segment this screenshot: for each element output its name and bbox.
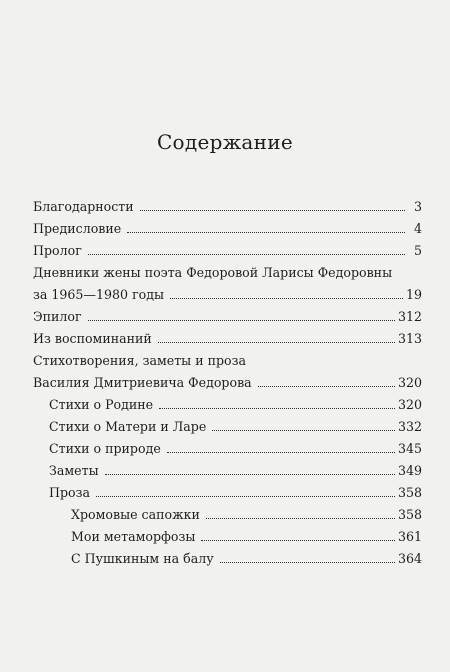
toc-entry-page: 358 xyxy=(397,485,422,500)
toc-entry xyxy=(33,457,422,479)
toc-entry xyxy=(33,479,422,501)
toc-entry xyxy=(33,391,422,413)
toc-entry-title: Благодарности xyxy=(33,199,137,215)
dot-leader xyxy=(158,342,395,343)
dot-leader xyxy=(88,320,395,321)
toc-entry-title: Стихи о Матери и Ларе xyxy=(49,419,209,435)
dot-leader xyxy=(140,210,405,211)
toc-entry-page: 364 xyxy=(397,551,422,566)
dot-leader xyxy=(88,254,405,255)
toc-entry-title: Пролог xyxy=(33,243,85,259)
dot-leader xyxy=(96,496,395,497)
toc-entry-page: 4 xyxy=(413,221,422,236)
toc-entry-page: 345 xyxy=(397,441,422,456)
toc-entry-title: Предисловие xyxy=(33,221,124,237)
dot-leader xyxy=(105,474,395,475)
toc-entry-title: Эпилог xyxy=(33,309,85,325)
toc-entry-title: С Пушкиным на балу xyxy=(71,551,217,567)
toc-entry-title: Стихотворения, заметы и проза xyxy=(33,353,249,369)
toc-entry xyxy=(33,523,422,545)
toc-entry-title: Хромовые сапожки xyxy=(71,507,203,523)
toc-entry-title: за 1965—1980 годы xyxy=(33,287,167,303)
toc-entry-title: Дневники жены поэта Федоровой Ларисы Федоровны xyxy=(33,265,395,281)
dot-leader xyxy=(127,232,405,233)
dot-leader xyxy=(159,408,395,409)
toc-entry xyxy=(33,193,422,215)
toc-entry xyxy=(33,369,422,391)
toc-entry xyxy=(33,215,422,237)
toc-entry xyxy=(33,303,422,325)
toc-entry-title: Заметы xyxy=(49,463,102,479)
toc-entry xyxy=(33,545,422,567)
page-title: Содержание xyxy=(156,130,294,154)
toc-entry-page: 332 xyxy=(397,419,422,434)
dot-leader xyxy=(167,452,395,453)
toc-entry xyxy=(33,325,422,347)
dot-leader xyxy=(206,518,395,519)
toc-entry xyxy=(33,347,422,369)
toc-entry xyxy=(33,413,422,435)
toc-entry-title: Стихи о природе xyxy=(49,441,164,457)
toc-entry-page: 320 xyxy=(397,397,422,412)
toc-entry xyxy=(33,435,422,457)
toc-entry-title: Мои метаморфозы xyxy=(71,529,198,545)
dot-leader xyxy=(170,298,403,299)
toc-entry-page: 312 xyxy=(397,309,422,324)
toc-entry-page: 349 xyxy=(397,463,422,478)
table-of-contents xyxy=(33,193,422,567)
toc-entry-page: 19 xyxy=(405,287,422,302)
toc-entry xyxy=(33,501,422,523)
toc-entry-page: 361 xyxy=(397,529,422,544)
toc-entry xyxy=(33,259,422,281)
toc-entry-page: 358 xyxy=(397,507,422,522)
toc-entry-page: 320 xyxy=(397,375,422,390)
toc-entry-page: 313 xyxy=(397,331,422,346)
dot-leader xyxy=(258,386,395,387)
dot-leader xyxy=(201,540,395,541)
toc-entry-title: Из воспоминаний xyxy=(33,331,155,347)
toc-entry-title: Стихи о Родине xyxy=(49,397,156,413)
toc-entry xyxy=(33,237,422,259)
toc-entry-page: 5 xyxy=(413,243,422,258)
dot-leader xyxy=(220,562,395,563)
toc-entry xyxy=(33,281,422,303)
toc-entry-page: 3 xyxy=(413,199,422,214)
dot-leader xyxy=(212,430,395,431)
toc-entry-title: Проза xyxy=(49,485,93,501)
toc-entry-title: Василия Дмитриевича Федорова xyxy=(33,375,255,391)
